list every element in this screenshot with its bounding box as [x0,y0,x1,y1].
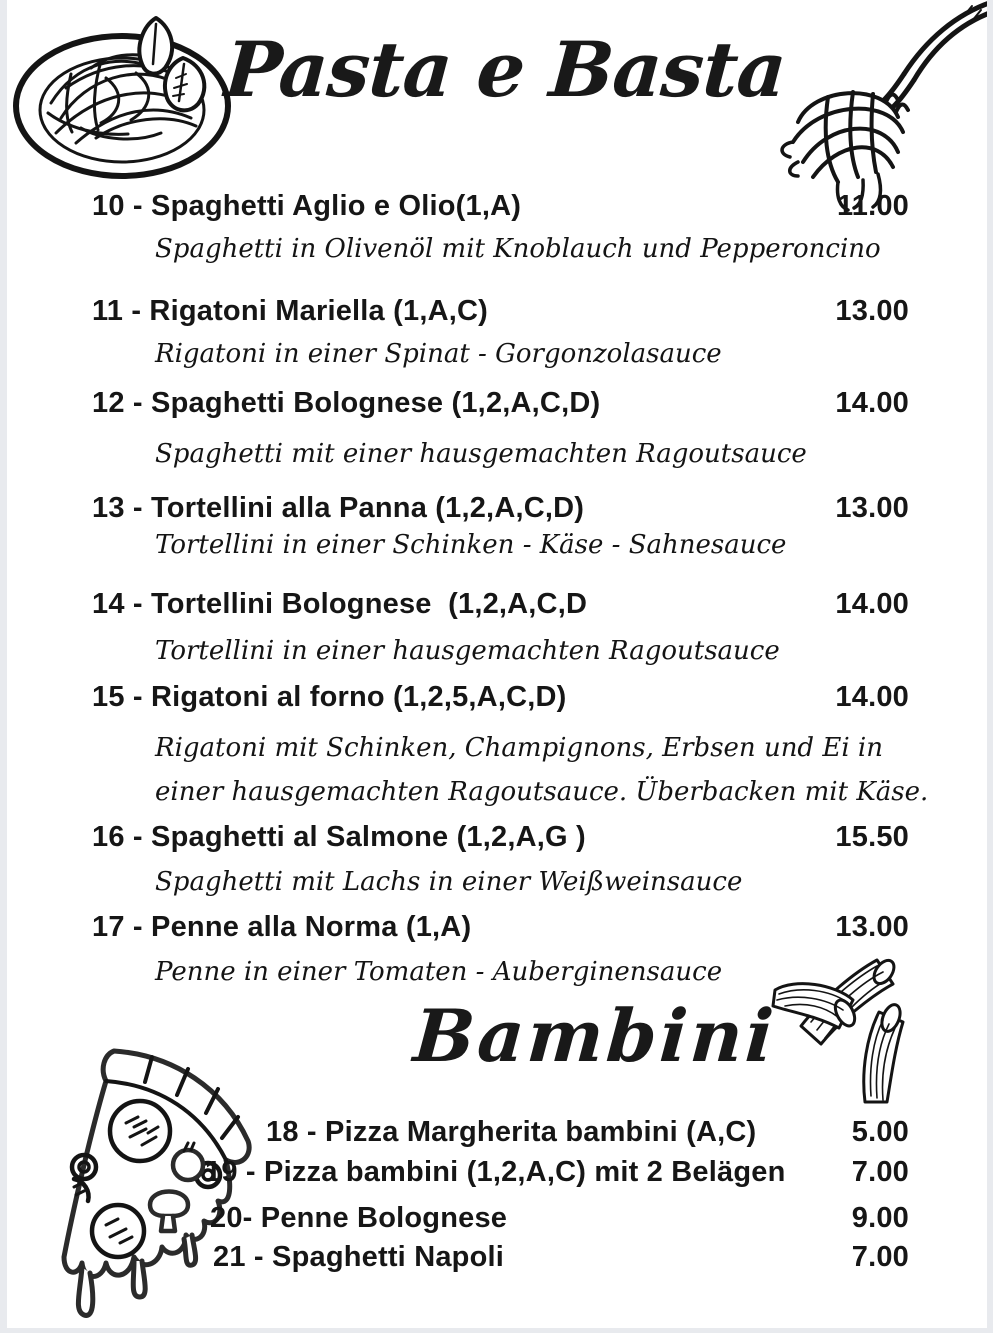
menu-item-desc: Tortellini in einer hausgemachten Ragoutsauce [155,636,780,666]
menu-item-18 [266,1118,909,1147]
menu-item-desc-line2: einer hausgemachten Ragoutsauce. Überbacken mit Käse. [155,777,929,807]
menu-item-price: 7.00 [851,1156,909,1188]
menu-item-desc: Spaghetti mit einer hausgemachten Ragoutsauce [155,439,807,469]
menu-item-price: 5.00 [851,1116,909,1148]
menu-item-label: 17 - Penne alla Norma (1,A) [92,911,472,943]
menu-item-13 [92,494,909,523]
menu-item-desc: Rigatoni in einer Spinat - Gorgonzolasauce [155,339,722,369]
menu-item-label: 21 - Spaghetti Napoli [213,1241,505,1273]
menu-item-price: 14.00 [835,681,909,713]
menu-item-label: 18 - Pizza Margherita bambini (A,C) [266,1116,757,1148]
menu-item-20 [210,1204,909,1233]
menu-item-21 [213,1243,909,1272]
page-edge-right [987,0,993,1333]
menu-item-desc: Tortellini in einer Schinken - Käse - Sahnesauce [155,530,787,560]
menu-item-label: 19 - Pizza bambini (1,2,A,C) mit 2 Belägen [205,1156,786,1188]
menu-item-price: 7.00 [851,1241,909,1273]
menu-item-11 [92,297,909,326]
menu-item-desc: Spaghetti in Olivenöl mit Knoblauch und Pepperoncino [155,234,881,264]
menu-item-price: 9.00 [851,1202,909,1234]
menu-item-price: 13.00 [835,295,909,327]
spaghetti-plate-icon [6,6,238,188]
page-edge-left [0,0,7,1333]
menu-item-16 [92,823,909,852]
menu-item-desc: Spaghetti mit Lachs in einer Weißweinsauce [155,867,743,897]
menu-item-desc: Rigatoni mit Schinken, Champignons, Erbsen und Ei in [155,733,883,763]
menu-item-label: 11 - Rigatoni Mariella (1,A,C) [92,295,488,327]
menu-item-price: 11.00 [837,190,909,222]
fork-spaghetti-icon [768,0,993,212]
menu-item-price: 13.00 [835,492,909,524]
menu-item-label: 14 - Tortellini Bolognese (1,2,A,C,D [92,588,588,620]
menu-item-price: 14.00 [835,387,909,419]
menu-item-label: 13 - Tortellini alla Panna (1,2,A,C,D) [92,492,585,524]
section-title-bambini: Bambini [410,993,780,1078]
menu-item-19 [205,1158,909,1187]
menu-item-price: 14.00 [835,588,909,620]
menu-item-price: 15.50 [835,821,909,853]
menu-item-label: 16 - Spaghetti al Salmone (1,2,A,G ) [92,821,586,853]
page-edge-bottom [0,1328,993,1333]
menu-item-label: 20- Penne Bolognese [210,1202,508,1234]
menu-item-14 [92,590,909,619]
menu-item-10 [92,192,909,221]
menu-item-price: 13.00 [835,911,909,943]
page-title: Pasta e Basta [221,25,789,114]
menu-item-desc: Penne in einer Tomaten - Auberginensauce [155,957,723,987]
menu-item-12 [92,389,909,418]
menu-item-label: 15 - Rigatoni al forno (1,2,5,A,C,D) [92,681,567,713]
menu-item-label: 12 - Spaghetti Bolognese (1,2,A,C,D) [92,387,601,419]
menu-item-label: 10 - Spaghetti Aglio e Olio(1,A) [92,190,522,222]
menu-item-15 [92,683,909,712]
menu-item-17 [92,913,909,942]
